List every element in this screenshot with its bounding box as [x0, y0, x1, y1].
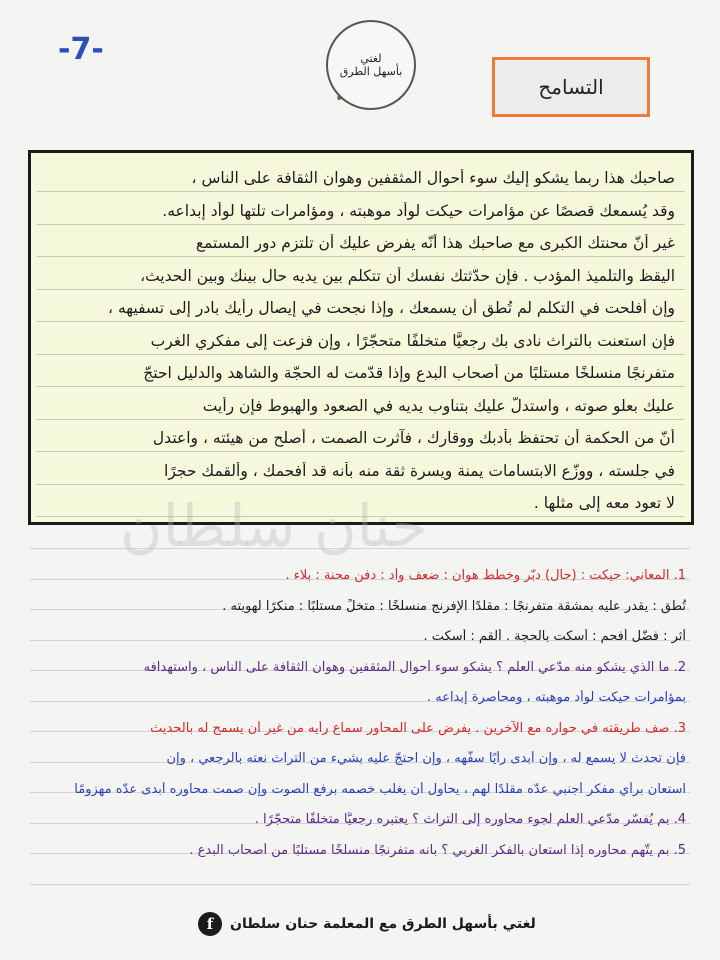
paragraph-line: أنّ من الحكمة أن تحتفظ بأدبك ووقارك ، فآثرت الصمت ، أصلح من هيئته ، واعتدل	[152, 429, 675, 447]
answer-line: تُطق : يقدر عليه بمشقة متفرنجًا : مقلدًا الإفرنج منسلخًا : متخلٍّ مستلبًا : منكرًا لهويته .	[222, 598, 686, 614]
answer-line: استعان برأي مفكر أجنبي عدّه مقلدًا لهم ، يحاول أن يغلب خصمه برفع الصوت وإن صمت محاوره أبدى عدّه مهزومًا	[74, 781, 686, 797]
paragraph-line: متفرنجًا منسلخًا مستلبًا من أصحاب البدع وإذا قدّمت له الحجّة والشاهد والدليل احتجّ	[143, 364, 675, 382]
paper-line	[30, 884, 690, 885]
ruled-line	[37, 321, 685, 322]
answer-line: بمؤامرات حيكت لوأد موهبته ، ومحاصرة إبداعه .	[426, 690, 686, 705]
facebook-icon[interactable]: f	[198, 912, 222, 936]
answer-line: فإن تحدث لا يسمع له ، وإن أبدى رأيًا سفّهه ، وإن احتجّ عليه بشيء من التراث نعته بالرجعي ، وإن	[166, 751, 686, 766]
ruled-line	[37, 224, 685, 225]
ruled-line	[37, 451, 685, 452]
text-frame	[28, 150, 694, 525]
footer	[198, 912, 536, 936]
paragraph	[37, 163, 685, 516]
ruled-line	[37, 419, 685, 420]
watermark: حنان سلطان	[120, 492, 428, 560]
paragraph-line: عليك بعلو صوته ، واستدلّ عليك بتناوب يديه في الصعود والهبوط فإن رأيت	[202, 396, 675, 415]
ruled-line	[37, 191, 685, 192]
paper-line	[30, 548, 690, 549]
paragraph-line: غير أنّ محنتك الكبرى مع صاحبك هذا أنّه يفرض عليك أن تلتزم دور المستمع	[195, 234, 675, 252]
paragraph-line: وقد يُسمعك قصصًا عن مؤامرات حيكت لوأد موهبته ، ومؤامرات تلتها لوأد إبداعه.	[162, 201, 675, 220]
ruled-line	[37, 386, 685, 387]
logo-line-1: لغتي	[360, 52, 382, 65]
ruled-line	[37, 256, 685, 257]
ruled-line	[37, 289, 685, 290]
logo	[318, 10, 420, 132]
answer-line: 4. بم يُفسّر مدّعي العلم لجوء محاوره إلى التراث ؟ يعتبره رجعيًّا متخلفًا متحجّرًا .	[254, 812, 686, 827]
ruled-line	[37, 354, 685, 355]
logo-line-2: بأسهل الطرق	[339, 65, 403, 78]
answer-line: 3. صف طريقته في حواره مع الآخرين . يفرض على المحاور سماع رأيه من غير أن يسمح له بالحديث	[150, 720, 686, 736]
answer-line: 5. بم يتّهم محاوره إذا استعان بالفكر الغربي ؟ بأنه متفرنجًا منسلخًا مستلبًا من أصحاب البدع .	[189, 842, 686, 858]
answer-line: 1. المعاني: حيكت : (حال) دبّر وخطّط هوان : ضعف وأد : دفن محنة : بلاء .	[285, 568, 686, 583]
answer-line: أثر : فضّل أفحم : أسكت بالحجة . ألقم : أسكت .	[423, 629, 686, 644]
paragraph-line: في جلسته ، ووزّع الابتسامات يمنة ويسرة ثقة منه بأنه قد أفحمك ، وألقمك حجرًا	[164, 461, 675, 480]
answer-line: 2. ما الذي يشكو منه مدّعي العلم ؟ يشكو سوء أحوال المثقفين وهوان الثقافة على الناس ، واستهدافه	[143, 659, 686, 675]
page-number: -7-	[58, 32, 104, 67]
paragraph-line: اليقظ والتلميذ المؤدب . فإن حدّثتك نفسك أن تتكلم بين يديه حال بينك وبين الحديث،	[140, 266, 675, 285]
logo-circle	[326, 20, 416, 110]
ruled-line	[37, 484, 685, 485]
paragraph-line: وإن أفلحت في التكلم لم تُطق أن يسمعك ، وإذا نجحت في إيصال رأيك بادر إلى تسفيهه ،	[108, 299, 675, 317]
footer-text: لغتي بأسهل الطرق مع المعلمة حنان سلطان	[230, 916, 536, 932]
paragraph-line: فإن استعنت بالتراث نادى بك رجعيًّا متخلفًا متحجّرًا ، وإن فزعت إلى مفكري الغرب	[150, 331, 675, 350]
title-box	[492, 57, 650, 117]
page-title: التسامح	[538, 75, 604, 99]
paragraph-line: صاحبك هذا ربما يشكو إليك سوء أحوال المثقفين وهوان الثقافة على الناس ،	[191, 169, 675, 187]
paragraph-line: لا تعود معه إلى مثلها .	[533, 494, 675, 512]
